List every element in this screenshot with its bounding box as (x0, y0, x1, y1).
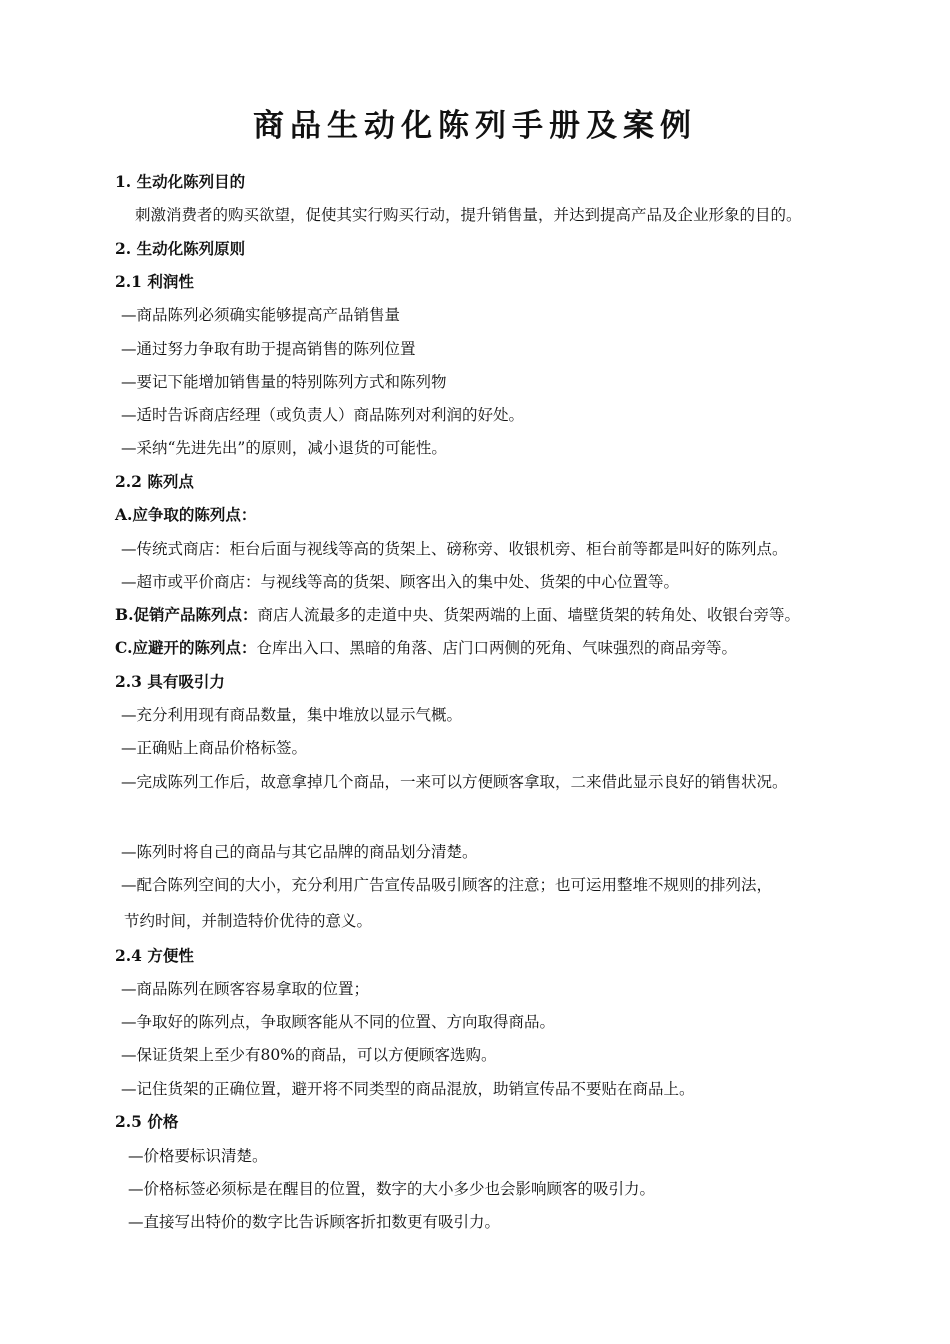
list-item: —通过努力争取有助于提高销售的陈列位置 (121, 340, 416, 358)
section-1-body: 刺激消费者的购买欲望，促使其实行购买行动，提升销售量，并达到提高产品及企业形象的目的。 (135, 206, 802, 224)
list-item: —配合陈列空间的大小，充分利用广告宣传品吸引顾客的注意；也可运用整堆不规则的排列法， (121, 876, 773, 894)
display-point-b-line (115, 604, 800, 626)
display-point-a-label: A.应争取的陈列点： (115, 505, 257, 524)
list-item: —完成陈列工作后，故意拿掉几个商品，一来可以方便顾客拿取，二来借此显示良好的销售状况。 (121, 773, 788, 791)
section-1-heading: 1. 生动化陈列目的 (115, 172, 246, 191)
page-title: 商品生动化陈列手册及案例 (253, 108, 697, 144)
list-item: —记住货架的正确位置，避开将不同类型的商品混放，助销宣传品不要贴在商品上。 (121, 1080, 695, 1098)
section-2-4-heading: 2.4 方便性 (115, 946, 194, 965)
list-item: —充分利用现有商品数量，集中堆放以显示气概。 (121, 706, 463, 724)
list-item: —采纳“先进先出”的原则，减小退货的可能性。 (121, 439, 447, 457)
list-item: —直接写出特价的数字比告诉顾客折扣数更有吸引力。 (128, 1213, 501, 1231)
list-item: —价格标签必须标是在醒目的位置，数字的大小多少也会影响顾客的吸引力。 (128, 1180, 656, 1198)
list-item: —正确贴上商品价格标签。 (121, 739, 308, 757)
display-point-c-text: 仓库出入口、黑暗的角落、店门口两侧的死角、气味强烈的商品旁等。 (256, 639, 737, 657)
list-item: —适时告诉商店经理（或负责人）商品陈列对利润的好处。 (121, 406, 525, 424)
section-2-3-heading: 2.3 具有吸引力 (115, 672, 225, 691)
list-item: —保证货架上至少有80%的商品，可以方便顾客选购。 (121, 1046, 497, 1064)
list-item: —陈列时将自己的商品与其它品牌的商品划分清楚。 (121, 843, 478, 861)
section-2-5-heading: 2.5 价格 (115, 1112, 179, 1131)
list-item: —价格要标识清楚。 (128, 1147, 268, 1165)
list-item: —传统式商店：柜台后面与视线等高的货架上、磅称旁、收银机旁、柜台前等都是叫好的陈列点。 (121, 540, 788, 558)
section-2-heading: 2. 生动化陈列原则 (115, 239, 246, 258)
list-item: —超市或平价商店：与视线等高的货架、顾客出入的集中处、货架的中心位置等。 (121, 573, 680, 591)
display-point-b-label: B.促销产品陈列点： (115, 605, 258, 624)
list-item-continuation: 节约时间，并制造特价优待的意义。 (124, 912, 373, 930)
display-point-c-line (115, 637, 737, 659)
list-item: —要记下能增加销售量的特别陈列方式和陈列物 (121, 373, 447, 391)
list-item: —商品陈列必须确实能够提高产品销售量 (121, 306, 401, 324)
display-point-c-label: C.应避开的陈列点： (115, 638, 257, 657)
section-2-2-heading: 2.2 陈列点 (115, 472, 194, 491)
display-point-b-text: 商店人流最多的走道中央、货架两端的上面、墙壁货架的转角处、收银台旁等。 (257, 606, 801, 624)
section-2-1-heading: 2.1 利润性 (115, 272, 194, 291)
list-item: —争取好的陈列点，争取顾客能从不同的位置、方向取得商品。 (121, 1013, 556, 1031)
list-item: —商品陈列在顾客容易拿取的位置； (121, 980, 370, 998)
